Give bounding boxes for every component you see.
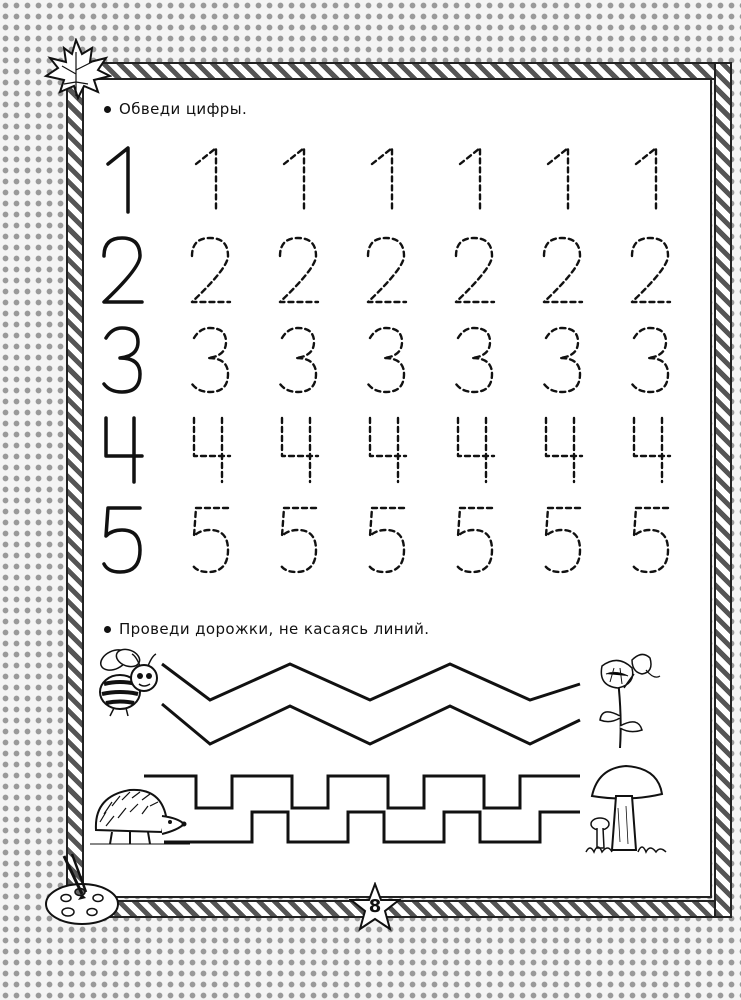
digit-5-trace[interactable]: [368, 508, 404, 572]
paint-palette-icon: [42, 852, 124, 930]
digit-2-trace[interactable]: [280, 238, 318, 302]
page-number: 8: [368, 896, 382, 917]
bullet-icon: [104, 106, 111, 113]
digit-5-trace[interactable]: [544, 508, 580, 572]
digit-1-trace[interactable]: [460, 148, 480, 212]
digit-5-trace[interactable]: [456, 508, 492, 572]
instruction-trace-paths: [104, 620, 429, 638]
digit-3-trace[interactable]: [280, 328, 316, 392]
instruction-text: Проведи дорожки, не касаясь линий.: [119, 620, 430, 638]
digit-1-trace[interactable]: [284, 148, 304, 212]
hedgehog-icon: [90, 782, 190, 848]
digit-3-trace[interactable]: [632, 328, 668, 392]
digit-3-trace[interactable]: [456, 328, 492, 392]
digit-5-model: [104, 508, 140, 572]
digit-tracing-grid: [90, 138, 690, 588]
digit-3-trace[interactable]: [368, 328, 404, 392]
mushroom-icon: [584, 762, 674, 862]
digit-1-trace[interactable]: [548, 148, 568, 212]
digit-2-trace[interactable]: [368, 238, 406, 302]
frame-right-border: [714, 62, 732, 918]
instruction-trace-digits: [104, 100, 247, 118]
digit-2-trace[interactable]: [456, 238, 494, 302]
digit-5-trace[interactable]: [280, 508, 316, 572]
maple-leaf-icon: [40, 38, 112, 104]
digit-1-trace[interactable]: [372, 148, 392, 212]
digit-2-model: [104, 238, 142, 302]
bee-icon: [86, 646, 166, 720]
digit-3-model: [104, 328, 140, 392]
digit-4-model: [106, 418, 142, 482]
zigzag-path-upper[interactable]: [162, 664, 580, 700]
digit-4-trace[interactable]: [282, 418, 318, 482]
digit-4-trace[interactable]: [634, 418, 670, 482]
digit-1-trace[interactable]: [636, 148, 656, 212]
digit-2-trace[interactable]: [192, 238, 230, 302]
zigzag-path-lower[interactable]: [162, 704, 580, 744]
digit-2-trace[interactable]: [632, 238, 670, 302]
digit-4-trace[interactable]: [370, 418, 406, 482]
digit-5-trace[interactable]: [192, 508, 228, 572]
instruction-text: Обведи цифры.: [119, 100, 248, 118]
digit-3-trace[interactable]: [544, 328, 580, 392]
bullet-icon: [104, 626, 111, 633]
digit-3-trace[interactable]: [192, 328, 228, 392]
zigzag-paths: [150, 650, 590, 760]
digit-1-model: [108, 148, 128, 212]
digit-4-trace[interactable]: [194, 418, 230, 482]
digit-4-trace[interactable]: [546, 418, 582, 482]
digit-5-trace[interactable]: [632, 508, 668, 572]
square-path-upper[interactable]: [144, 776, 580, 808]
square-wave-paths: [140, 770, 600, 850]
digit-4-trace[interactable]: [458, 418, 494, 482]
flower-icon: [588, 646, 668, 750]
digit-1-trace[interactable]: [196, 148, 216, 212]
square-path-lower[interactable]: [164, 812, 580, 842]
digit-2-trace[interactable]: [544, 238, 582, 302]
